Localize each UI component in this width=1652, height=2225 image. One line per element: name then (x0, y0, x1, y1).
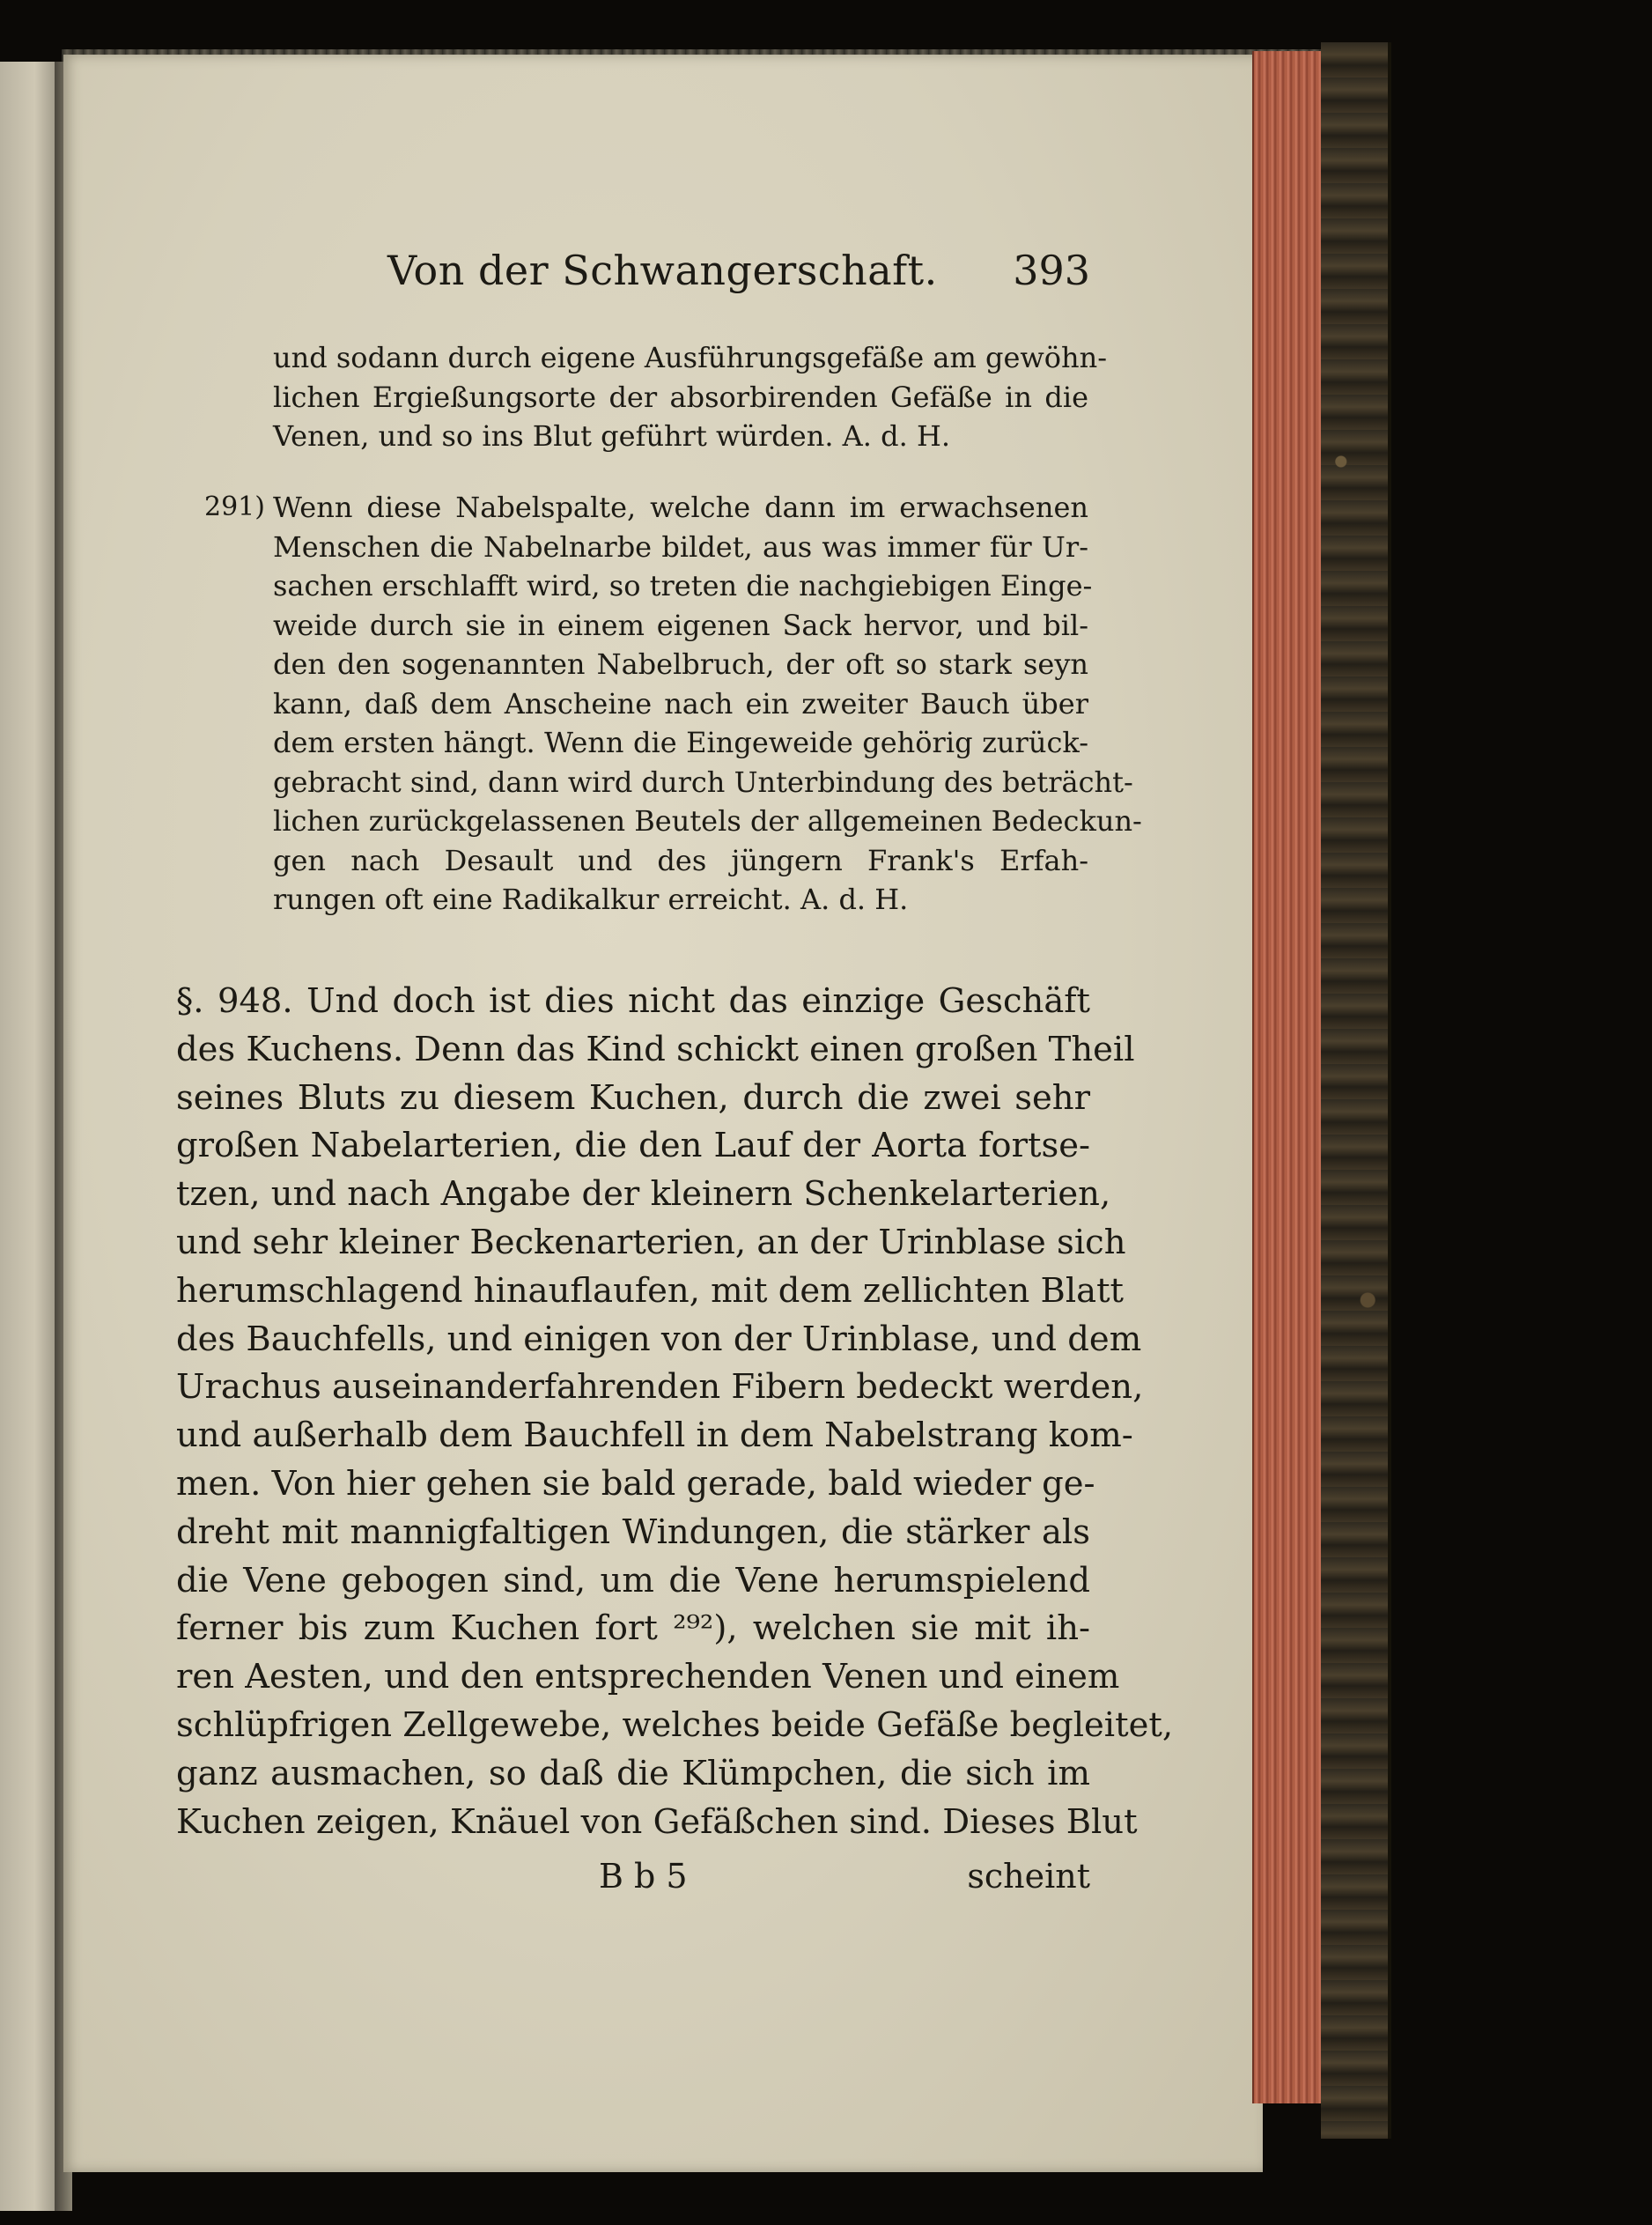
body-line: men. Von hier gehen sie bald gerade, bald wieder ge- (176, 1463, 1095, 1504)
footnote-line: gen nach Desault und des jüngern Frank's Erfah- (273, 843, 1088, 877)
footnote-line: Venen, und so ins Blut geführt würden. A. d. H. (273, 419, 951, 453)
running-title: Von der Schwangerschaft. (387, 247, 938, 294)
footnote-line: lichen Ergießungsorte der absorbirenden Gefäße in die (273, 380, 1088, 414)
footnote-line: lichen zurückgelassenen Beutels der allgemeinen Bedeckun- (273, 804, 1142, 838)
footnote-number: 291) (204, 492, 265, 522)
body-line: die Vene gebogen sind, um die Vene herumspielend (176, 1560, 1090, 1600)
printer-signature: B b 5 (599, 1857, 688, 1896)
body-line: herumschlagend hinauflaufen, mit dem zellichten Blatt (176, 1270, 1125, 1311)
footnote-line: gebracht sind, dann wird durch Unterbindung des beträcht- (273, 765, 1133, 799)
body-line: Urachus auseinanderfahrenden Fibern bedeckt werden, (176, 1367, 1144, 1408)
page-number: 393 (1013, 247, 1090, 294)
footnote-line: den den sogenannten Nabelbruch, der oft so stark seyn (273, 647, 1088, 681)
page-footer (176, 1850, 1090, 1903)
body-line: ganz ausmachen, so daß die Klümpchen, die sich im (176, 1753, 1090, 1793)
body-line: Kuchen zeigen, Knäuel von Gefäßchen sind. Dieses Blut (176, 1801, 1138, 1842)
body-line: ren Aesten, und den entsprechenden Venen und einem (176, 1657, 1120, 1697)
footnote-line: Menschen die Nabelnarbe bildet, aus was immer für Ur- (273, 529, 1088, 564)
footnote-line: weide durch sie in einem eigenen Sack hervor, und bil- (273, 608, 1088, 642)
footnote-line: Wenn diese Nabelspalte, welche dann im erwachsenen (273, 491, 1088, 524)
catchword: scheint (967, 1857, 1090, 1896)
footnote-line: kann, daß dem Anscheine nach ein zweiter Bauch über (273, 686, 1088, 721)
footnote-line: rungen oft eine Radikalkur erreicht. A. d. H. (273, 883, 909, 916)
body-line: und außerhalb dem Bauchfell in dem Nabelstrang kom- (176, 1416, 1133, 1456)
body-line: seines Bluts zu diesem Kuchen, durch die zwei sehr (176, 1077, 1090, 1118)
body-line: und sehr kleiner Beckenarterien, an der Urinblase sich (176, 1222, 1126, 1262)
body-line: dreht mit mannigfaltigen Windungen, die stärker als (176, 1512, 1090, 1552)
body-line: schlüpfrigen Zellgewebe, welches beide Gefäße begleitet, (176, 1704, 1174, 1745)
red-page-edges (1252, 51, 1323, 2103)
running-header (387, 240, 1090, 301)
body-line: großen Nabelarterien, die den Lauf der Aorta fortse- (176, 1126, 1090, 1166)
footnote-291 (204, 488, 1142, 920)
section-948-text (176, 978, 1174, 1846)
body-line: ferner bis zum Kuchen fort ²⁹²), welchen sie mit ih- (176, 1608, 1090, 1649)
marbled-cover (1321, 42, 1391, 2139)
footnote-line: und sodann durch eigene Ausführungsgefäße am gewöhn- (273, 341, 1108, 374)
footnote-line: sachen erschlafft wird, so treten die nachgiebigen Einge- (273, 569, 1093, 602)
body-line: des Bauchfells, und einigen von der Urinblase, und dem (176, 1319, 1142, 1359)
body-line: des Kuchens. Denn das Kind schickt einen großen Theil (176, 1029, 1135, 1069)
footnote-continuation (204, 338, 1108, 456)
footnote-line: dem ersten hängt. Wenn die Eingeweide gehörig zurück- (273, 726, 1088, 759)
body-line: §. 948. Und doch ist dies nicht das einzige Geschäft (176, 981, 1090, 1021)
body-line: tzen, und nach Angabe der kleinern Schenkelarterien, (176, 1174, 1111, 1215)
